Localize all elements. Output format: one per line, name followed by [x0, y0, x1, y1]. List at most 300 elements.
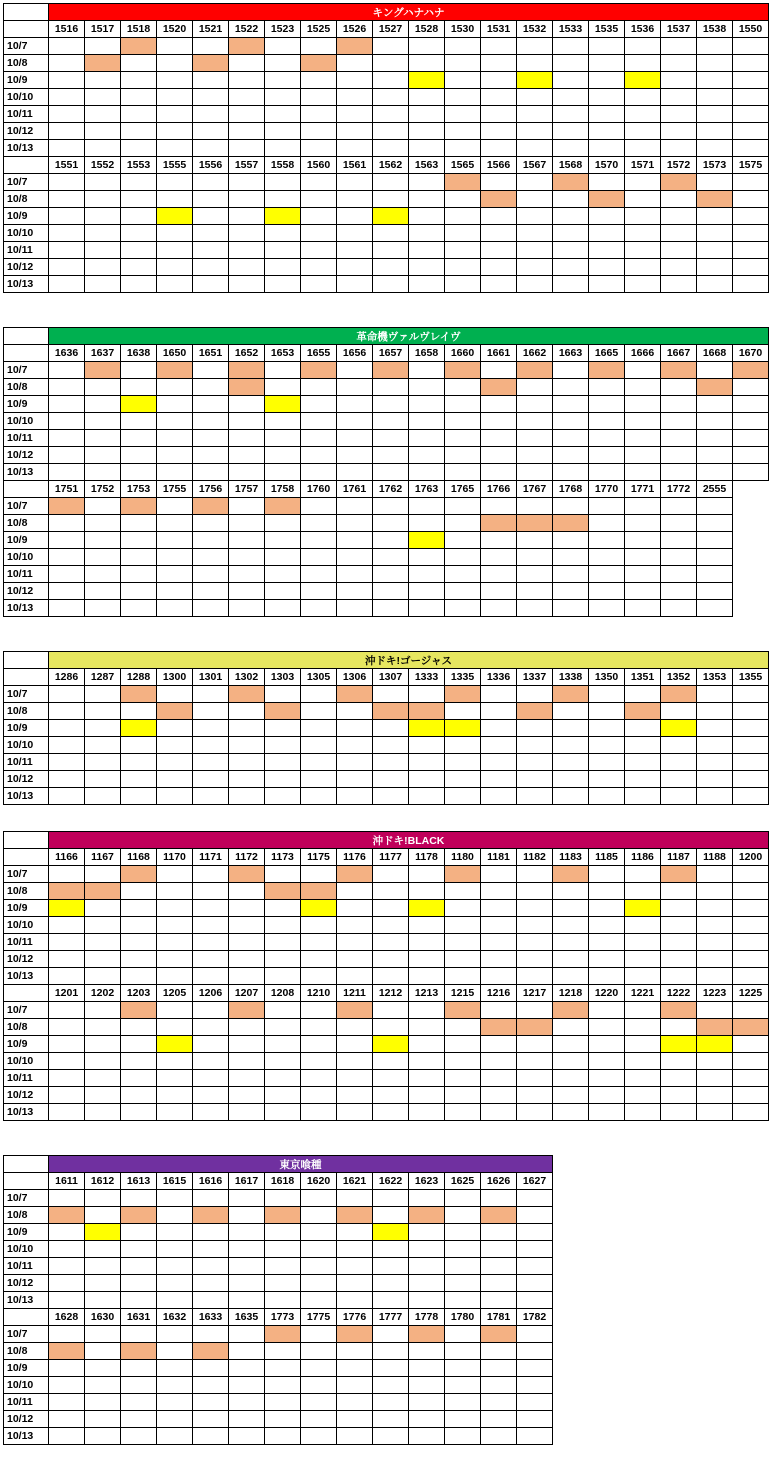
machine-number: 1777: [373, 1309, 409, 1326]
data-cell: [733, 720, 769, 737]
data-cell: [121, 72, 157, 89]
data-cell: [481, 951, 517, 968]
date-label: 10/12: [4, 1411, 49, 1428]
data-cell: [589, 38, 625, 55]
machine-number: 1180: [445, 849, 481, 866]
data-cell: [121, 140, 157, 157]
data-cell: [85, 1275, 121, 1292]
date-row: [4, 1326, 553, 1343]
data-cell: [337, 413, 373, 430]
machine-number: 1755: [157, 481, 193, 498]
highlight-orange-cell: [49, 883, 85, 900]
data-cell: [337, 771, 373, 788]
data-cell: [229, 1326, 265, 1343]
machine-number: 1660: [445, 345, 481, 362]
data-cell: [193, 447, 229, 464]
date-row: [4, 788, 769, 805]
data-cell: [229, 1394, 265, 1411]
data-cell: [157, 1326, 193, 1343]
date-label: 10/10: [4, 225, 49, 242]
machine-number: 1532: [517, 21, 553, 38]
data-cell: [409, 89, 445, 106]
data-cell: [337, 703, 373, 720]
data-cell: [409, 1377, 445, 1394]
data-cell: [445, 1190, 481, 1207]
data-cell: [625, 951, 661, 968]
data-cell: [733, 106, 769, 123]
data-cell: [49, 1002, 85, 1019]
data-cell: [733, 703, 769, 720]
data-cell: [229, 720, 265, 737]
data-cell: [661, 259, 697, 276]
data-cell: [697, 413, 733, 430]
data-cell: [445, 549, 481, 566]
data-cell: [589, 1104, 625, 1121]
date-label: 10/7: [4, 1190, 49, 1207]
data-cell: [85, 123, 121, 140]
data-cell: [157, 1053, 193, 1070]
data-cell: [445, 1411, 481, 1428]
date-label: 10/10: [4, 1241, 49, 1258]
date-row: [4, 259, 769, 276]
data-cell: [49, 566, 85, 583]
data-cell: [481, 968, 517, 985]
data-cell: [517, 754, 553, 771]
machine-number: 1172: [229, 849, 265, 866]
data-cell: [697, 737, 733, 754]
data-cell: [337, 532, 373, 549]
data-cell: [85, 532, 121, 549]
date-label: 10/9: [4, 1360, 49, 1377]
data-cell: [85, 1207, 121, 1224]
data-cell: [301, 1326, 337, 1343]
data-cell: [733, 686, 769, 703]
data-cell: [517, 1224, 553, 1241]
data-cell: [553, 549, 589, 566]
data-cell: [49, 1360, 85, 1377]
highlight-yellow-cell: [373, 1036, 409, 1053]
data-cell: [409, 430, 445, 447]
data-cell: [625, 242, 661, 259]
data-cell: [85, 754, 121, 771]
machine-number: 1212: [373, 985, 409, 1002]
machine-number: 1656: [337, 345, 373, 362]
data-cell: [445, 1377, 481, 1394]
data-cell: [661, 1104, 697, 1121]
data-cell: [589, 89, 625, 106]
data-cell: [229, 106, 265, 123]
section-table: [3, 651, 769, 805]
date-row: [4, 549, 769, 566]
data-cell: [85, 225, 121, 242]
data-cell: [265, 737, 301, 754]
data-cell: [589, 866, 625, 883]
data-cell: [625, 1104, 661, 1121]
machine-number: 1286: [49, 669, 85, 686]
header-label-cell: [4, 669, 49, 686]
date-label: 10/7: [4, 174, 49, 191]
data-cell: [697, 1104, 733, 1121]
machine-number: 1758: [265, 481, 301, 498]
data-cell: [301, 38, 337, 55]
data-cell: [337, 242, 373, 259]
data-cell: [193, 1053, 229, 1070]
data-cell: [517, 1241, 553, 1258]
data-cell: [157, 771, 193, 788]
data-cell: [229, 566, 265, 583]
date-row: [4, 464, 769, 481]
data-cell: [301, 413, 337, 430]
highlight-orange-cell: [337, 1002, 373, 1019]
data-cell: [445, 934, 481, 951]
date-label: 10/8: [4, 1019, 49, 1036]
machine-header-row: [4, 1173, 553, 1190]
data-cell: [445, 703, 481, 720]
data-cell: [301, 464, 337, 481]
data-cell: [589, 396, 625, 413]
data-cell: [517, 38, 553, 55]
data-cell: [337, 1036, 373, 1053]
machine-number: 1621: [337, 1173, 373, 1190]
data-cell: [85, 600, 121, 617]
data-cell: [625, 1053, 661, 1070]
highlight-yellow-cell: [409, 720, 445, 737]
highlight-yellow-cell: [265, 208, 301, 225]
data-cell: [481, 1002, 517, 1019]
data-cell: [301, 174, 337, 191]
data-cell: [517, 788, 553, 805]
date-label: 10/8: [4, 55, 49, 72]
data-cell: [157, 55, 193, 72]
data-cell: [373, 174, 409, 191]
data-cell: [85, 1002, 121, 1019]
data-cell: [193, 583, 229, 600]
machine-number: 1632: [157, 1309, 193, 1326]
data-cell: [85, 968, 121, 985]
machine-number: 1662: [517, 345, 553, 362]
data-cell: [157, 430, 193, 447]
data-cell: [517, 174, 553, 191]
data-cell: [301, 1087, 337, 1104]
date-label: 10/13: [4, 788, 49, 805]
date-row: [4, 1241, 553, 1258]
machine-number: 1617: [229, 1173, 265, 1190]
data-cell: [121, 225, 157, 242]
data-cell: [121, 447, 157, 464]
data-cell: [193, 771, 229, 788]
section-table: [3, 327, 769, 617]
machine-number: 1557: [229, 157, 265, 174]
data-cell: [265, 1360, 301, 1377]
data-cell: [697, 498, 733, 515]
data-cell: [121, 1019, 157, 1036]
machine-number: 1352: [661, 669, 697, 686]
machine-number: 1337: [517, 669, 553, 686]
data-cell: [193, 242, 229, 259]
machine-number: 1638: [121, 345, 157, 362]
machine-header-row: [4, 21, 769, 38]
machine-number: 1780: [445, 1309, 481, 1326]
data-cell: [301, 191, 337, 208]
data-cell: [49, 720, 85, 737]
data-cell: [517, 917, 553, 934]
data-cell: [49, 532, 85, 549]
date-label: 10/9: [4, 532, 49, 549]
data-cell: [337, 883, 373, 900]
data-cell: [265, 686, 301, 703]
data-cell: [409, 566, 445, 583]
data-cell: [553, 566, 589, 583]
highlight-yellow-cell: [697, 1036, 733, 1053]
machine-number: 1216: [481, 985, 517, 1002]
data-cell: [85, 1428, 121, 1445]
date-label: 10/11: [4, 430, 49, 447]
date-row: [4, 1207, 553, 1224]
data-cell: [337, 140, 373, 157]
data-cell: [193, 686, 229, 703]
data-cell: [121, 583, 157, 600]
date-row: [4, 430, 769, 447]
highlight-orange-cell: [49, 1207, 85, 1224]
data-cell: [481, 1411, 517, 1428]
machine-number: 1523: [265, 21, 301, 38]
data-cell: [229, 396, 265, 413]
section-title: キングハナハナ: [49, 4, 769, 21]
data-cell: [85, 788, 121, 805]
data-cell: [229, 583, 265, 600]
date-row: [4, 276, 769, 293]
machine-number: 1636: [49, 345, 85, 362]
data-cell: [733, 123, 769, 140]
data-cell: [625, 754, 661, 771]
data-cell: [85, 259, 121, 276]
data-cell: [481, 566, 517, 583]
data-cell: [661, 89, 697, 106]
data-cell: [697, 934, 733, 951]
data-cell: [301, 968, 337, 985]
highlight-orange-cell: [481, 1207, 517, 1224]
data-cell: [733, 259, 769, 276]
data-cell: [733, 788, 769, 805]
data-cell: [481, 106, 517, 123]
data-cell: [409, 225, 445, 242]
data-cell: [85, 447, 121, 464]
data-cell: [517, 1104, 553, 1121]
data-cell: [337, 1292, 373, 1309]
data-cell: [625, 191, 661, 208]
data-cell: [625, 89, 661, 106]
data-cell: [409, 379, 445, 396]
data-cell: [445, 1258, 481, 1275]
data-cell: [157, 600, 193, 617]
data-cell: [157, 900, 193, 917]
data-cell: [85, 242, 121, 259]
data-cell: [661, 498, 697, 515]
data-cell: [697, 600, 733, 617]
data-cell: [481, 703, 517, 720]
data-cell: [121, 242, 157, 259]
data-cell: [661, 191, 697, 208]
data-cell: [517, 464, 553, 481]
highlight-orange-cell: [589, 362, 625, 379]
data-cell: [337, 934, 373, 951]
highlight-orange-cell: [229, 362, 265, 379]
data-cell: [229, 447, 265, 464]
data-cell: [49, 951, 85, 968]
data-cell: [49, 1394, 85, 1411]
highlight-orange-cell: [373, 703, 409, 720]
machine-number: 1613: [121, 1173, 157, 1190]
data-cell: [589, 464, 625, 481]
machine-number: 1182: [517, 849, 553, 866]
machine-number: 1776: [337, 1309, 373, 1326]
machine-number: 1217: [517, 985, 553, 1002]
machine-number: 1181: [481, 849, 517, 866]
data-cell: [625, 549, 661, 566]
data-cell: [301, 430, 337, 447]
data-cell: [265, 1002, 301, 1019]
machine-number: 1175: [301, 849, 337, 866]
data-cell: [229, 1258, 265, 1275]
machine-number: 1630: [85, 1309, 121, 1326]
data-cell: [337, 1343, 373, 1360]
data-cell: [229, 934, 265, 951]
date-label: 10/11: [4, 1394, 49, 1411]
date-row: [4, 1019, 769, 1036]
date-row: [4, 1053, 769, 1070]
data-cell: [49, 242, 85, 259]
data-cell: [193, 1224, 229, 1241]
data-cell: [589, 703, 625, 720]
data-cell: [661, 225, 697, 242]
data-cell: [697, 242, 733, 259]
data-cell: [229, 951, 265, 968]
data-cell: [265, 72, 301, 89]
highlight-orange-cell: [193, 1207, 229, 1224]
data-cell: [193, 737, 229, 754]
data-cell: [157, 225, 193, 242]
data-cell: [445, 917, 481, 934]
data-cell: [517, 686, 553, 703]
data-cell: [157, 1411, 193, 1428]
data-cell: [481, 788, 517, 805]
data-cell: [661, 968, 697, 985]
data-cell: [193, 1394, 229, 1411]
data-cell: [301, 1207, 337, 1224]
highlight-orange-cell: [229, 686, 265, 703]
machine-number: 1612: [85, 1173, 121, 1190]
data-cell: [121, 1053, 157, 1070]
data-cell: [373, 883, 409, 900]
data-cell: [517, 225, 553, 242]
data-cell: [661, 703, 697, 720]
data-cell: [553, 737, 589, 754]
data-cell: [697, 566, 733, 583]
data-cell: [121, 934, 157, 951]
data-cell: [553, 276, 589, 293]
data-cell: [445, 1343, 481, 1360]
data-cell: [517, 191, 553, 208]
data-cell: [373, 140, 409, 157]
data-cell: [697, 276, 733, 293]
data-cell: [697, 720, 733, 737]
data-cell: [85, 72, 121, 89]
highlight-orange-cell: [85, 883, 121, 900]
highlight-yellow-cell: [625, 72, 661, 89]
highlight-orange-cell: [445, 174, 481, 191]
data-cell: [517, 720, 553, 737]
machine-number: 1183: [553, 849, 589, 866]
data-cell: [193, 720, 229, 737]
data-cell: [193, 1070, 229, 1087]
machine-number: 1521: [193, 21, 229, 38]
data-cell: [481, 464, 517, 481]
data-cell: [49, 276, 85, 293]
date-row: [4, 362, 769, 379]
highlight-orange-cell: [517, 362, 553, 379]
machine-number: 1517: [85, 21, 121, 38]
data-cell: [337, 89, 373, 106]
data-cell: [301, 242, 337, 259]
data-cell: [121, 413, 157, 430]
highlight-orange-cell: [517, 515, 553, 532]
highlight-yellow-cell: [373, 208, 409, 225]
highlight-orange-cell: [373, 362, 409, 379]
date-label: 10/8: [4, 379, 49, 396]
machine-number: 1351: [625, 669, 661, 686]
machine-number: 1300: [157, 669, 193, 686]
data-cell: [265, 106, 301, 123]
data-cell: [193, 883, 229, 900]
data-cell: [265, 1377, 301, 1394]
machine-number: 1650: [157, 345, 193, 362]
data-cell: [517, 583, 553, 600]
data-cell: [409, 1002, 445, 1019]
data-cell: [85, 379, 121, 396]
data-cell: [301, 140, 337, 157]
machine-header-row: [4, 985, 769, 1002]
data-cell: [409, 788, 445, 805]
machine-number: 1567: [517, 157, 553, 174]
date-row: [4, 1070, 769, 1087]
data-cell: [85, 464, 121, 481]
data-cell: [337, 1053, 373, 1070]
data-cell: [121, 754, 157, 771]
machine-number: 1552: [85, 157, 121, 174]
data-cell: [445, 1036, 481, 1053]
machine-number: 1560: [301, 157, 337, 174]
highlight-yellow-cell: [661, 720, 697, 737]
data-cell: [301, 600, 337, 617]
data-cell: [193, 1428, 229, 1445]
date-row: [4, 174, 769, 191]
data-cell: [85, 140, 121, 157]
highlight-yellow-cell: [85, 1224, 121, 1241]
highlight-orange-cell: [337, 1326, 373, 1343]
date-row: [4, 225, 769, 242]
data-cell: [589, 1087, 625, 1104]
data-cell: [373, 1326, 409, 1343]
data-cell: [625, 771, 661, 788]
data-cell: [697, 174, 733, 191]
data-cell: [517, 447, 553, 464]
data-cell: [265, 866, 301, 883]
data-cell: [157, 1428, 193, 1445]
data-cell: [445, 583, 481, 600]
machine-number: 1652: [229, 345, 265, 362]
data-cell: [337, 1019, 373, 1036]
data-cell: [409, 1411, 445, 1428]
